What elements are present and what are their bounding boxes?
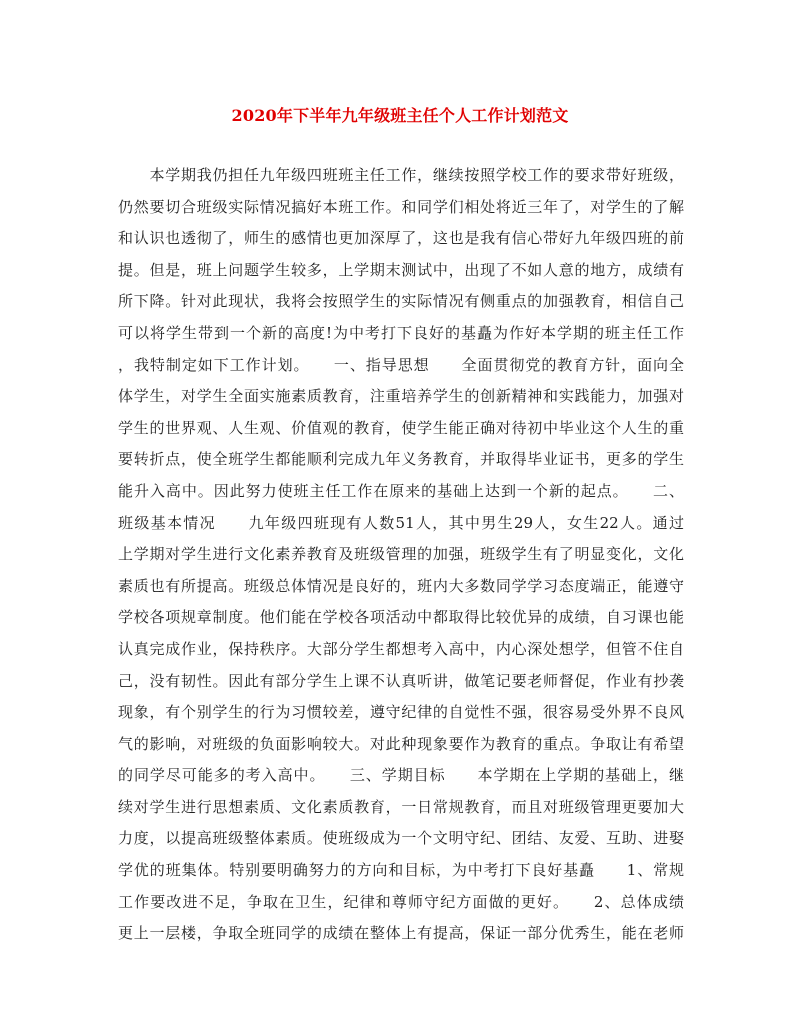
- text-line: 己，没有韧性。因此有部分学生上课不认真听讲，做笔记要老师督促，作业有抄袭: [118, 671, 684, 690]
- text-line: 工作要改进不足，争取在卫生，纪律和尊师守纪方面做的更好。 2、总体成绩: [118, 892, 684, 911]
- text-line: 仍然要切合班级实际情况搞好本班工作。和同学们相处将近三年了，对学生的了解: [118, 197, 684, 216]
- text-line: 提。但是，班上问题学生较多，上学期末测试中，出现了不如人意的地方，成绩有: [118, 260, 684, 279]
- text-line: ，我特制定如下工作计划。 一、指导思想 全面贯彻党的教育方针，面向全: [118, 355, 684, 374]
- text-line: 学优的班集体。特别要明确努力的方向和目标，为中考打下良好基矗 1、常规: [118, 861, 684, 880]
- text-line: 所下降。针对此现状，我将会按照学生的实际情况有侧重点的加强教育，相信自己: [118, 292, 684, 311]
- text-line: 现象，有个别学生的行为习惯较差，遵守纪律的自觉性不强，很容易受外界不良风: [118, 703, 684, 722]
- text-line: 学校各项规章制度。他们能在学校各项活动中都取得比较优异的成绩，自习课也能: [118, 608, 684, 627]
- document-body: [118, 160, 684, 950]
- text-line: 认真完成作业，保持秩序。大部分学生都想考入高中，内心深处想学，但管不住自: [118, 639, 684, 658]
- text-line: 气的影响，对班级的负面影响较大。对此种现象要作为教育的重点。争取让有希望: [118, 734, 684, 753]
- text-line: 更上一层楼，争取全班同学的成绩在整体上有提高，保证一部分优秀生，能在老师: [118, 924, 684, 943]
- text-line: 体学生，对学生全面实施素质教育，注重培养学生的创新精神和实践能力，加强对: [118, 387, 684, 406]
- text-line: 续对学生进行思想素质、文化素质教育，一日常规教育，而且对班级管理更要加大: [118, 797, 684, 816]
- text-line: 可以将学生带到一个新的高度!为中考打下良好的基矗为作好本学期的班主任工作: [118, 323, 684, 342]
- text-line: 力度，以提高班级整体素质。使班级成为一个文明守纪、团结、友爱、互助、进娶: [118, 829, 684, 848]
- text-line: 要转折点，使全班学生都能顺利完成九年义务教育，并取得毕业证书，更多的学生: [118, 450, 684, 469]
- text-line: 本学期我仍担任九年级四班班主任工作，继续按照学校工作的要求带好班级，: [118, 166, 684, 184]
- text-line: 素质也有所提高。班级总体情况是良好的，班内大多数同学学习态度端正，能遵守: [118, 576, 684, 595]
- text-line: 能升入高中。因此努力使班主任工作在原来的基础上达到一个新的起点。 二、: [118, 481, 684, 500]
- document-title: 2020年下半年九年级班主任个人工作计划范文: [231, 106, 569, 125]
- text-line: 学生的世界观、人生观、价值观的教育，使学生能正确对待初中毕业这个人生的重: [118, 418, 684, 437]
- text-line: 班级基本情况 九年级四班现有人数51人，其中男生29人，女生22人。通过: [118, 513, 684, 532]
- text-line: 和认识也透彻了，师生的感情也更加深厚了，这也是我有信心带好九年级四班的前: [118, 229, 684, 248]
- text-line: 的同学尽可能多的考入高中。 三、学期目标 本学期在上学期的基础上，继: [118, 766, 684, 785]
- text-line: 上学期对学生进行文化素养教育及班级管理的加强，班级学生有了明显变化，文化: [118, 545, 684, 564]
